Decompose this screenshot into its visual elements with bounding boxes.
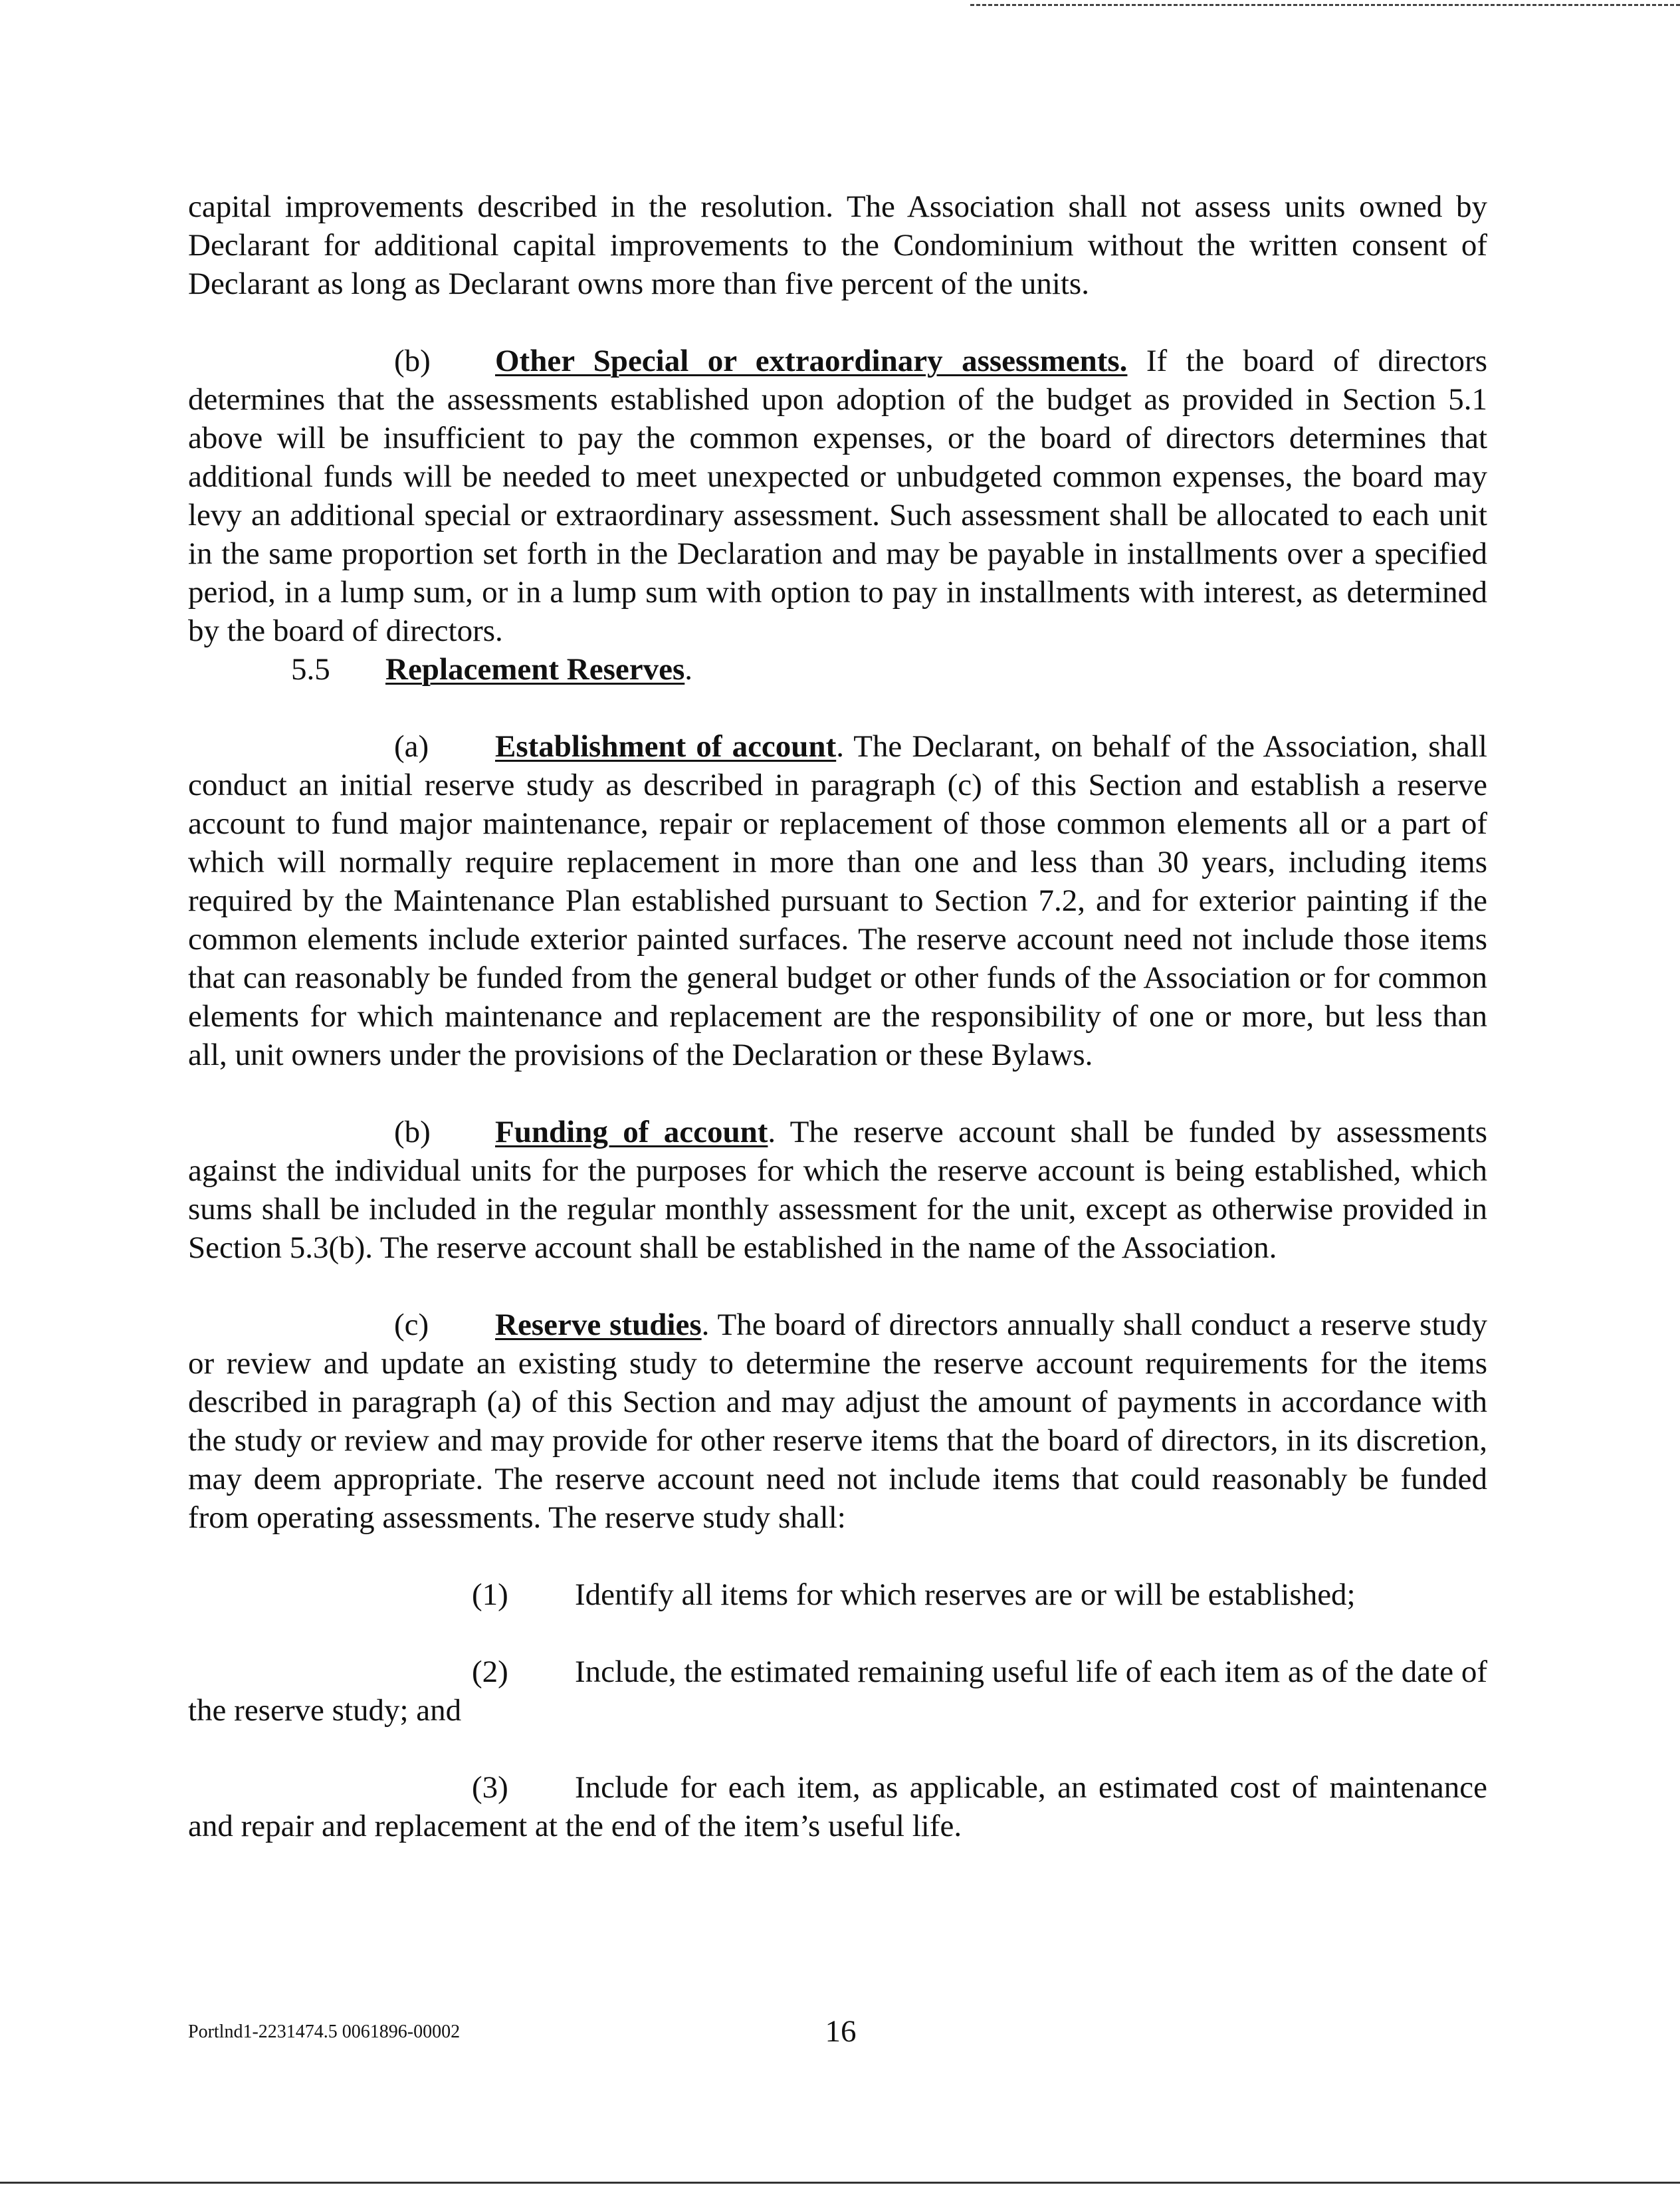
list-item-text: Include for each item, as applicable, an estimated cost of maintenance and repair and replacement at the end of the item’s useful life. — [188, 1770, 1487, 1843]
subsection-heading: Other Special or extraordinary assessments. — [495, 344, 1128, 378]
subsection-label: (a) — [394, 729, 429, 764]
section-title-suffix: . — [684, 652, 692, 687]
subsection-heading: Funding of account — [495, 1115, 768, 1149]
list-item-label: (3) — [472, 1770, 508, 1805]
footer-document-id: Portlnd1-2231474.5 0061896-00002 — [188, 2021, 461, 2042]
list-item-3 — [188, 1768, 1487, 1845]
section-heading-5-5 — [188, 650, 1487, 689]
subsection-b-other-assessments — [188, 342, 1487, 650]
section-number: 5.5 — [291, 652, 330, 687]
list-item-label: (1) — [472, 1577, 508, 1612]
section-title: Replacement Reserves — [385, 652, 685, 687]
list-item-label: (2) — [472, 1655, 508, 1689]
subsection-b-funding — [188, 1113, 1487, 1267]
subsection-heading: Reserve studies — [495, 1308, 702, 1342]
list-item-text: Include, the estimated remaining useful life of each item as of the date of the reserve study; and — [188, 1655, 1487, 1728]
scan-edge-top — [970, 4, 1680, 6]
subsection-label: (c) — [394, 1308, 429, 1342]
subsection-c-reserve-studies — [188, 1306, 1487, 1537]
list-item-1 — [188, 1575, 1487, 1614]
subsection-label: (b) — [394, 344, 431, 378]
footer-page-number: 16 — [825, 2014, 857, 2049]
subsection-heading: Establishment of account — [495, 729, 837, 764]
subsection-a-establishment — [188, 727, 1487, 1074]
subsection-text: . The reserve account shall be funded by assessments against the individual units for the purposes for which the reserve account is being established, which sums shall be included in the regular monthly assessment for the unit, except as otherwise provided in Section 5.3(b). The reserve account shall be established in the name of the Association. — [188, 1115, 1487, 1265]
subsection-label: (b) — [394, 1115, 431, 1149]
intro-paragraph: capital improvements described in the resolution. The Association shall not assess units owned by Declarant for additional capital improvements to the Condominium without the written consent of Declarant as long as Declarant owns more than five percent of the units. — [188, 189, 1487, 301]
list-item-2 — [188, 1653, 1487, 1730]
subsection-text: . The Declarant, on behalf of the Association, shall conduct an initial reserve study as described in paragraph (c) of this Section and establish a reserve account to fund major maintenance, repair or replacement of those common elements all or a part of which will normally require replacement in more than one and less than 30 years, including items required by the Maintenance Plan established pursuant to Section 7.2, and for exterior painting if the common elements include exterior painted surfaces. The reserve account need not include those items that can reasonably be funded from the general budget or other funds of the Association or for common elements for which maintenance and replacement are the responsibility of one or more, but less than all, unit owners under the provisions of the Declaration or these Bylaws. — [188, 729, 1487, 1072]
page-body — [188, 187, 1487, 1845]
subsection-text: If the board of directors determines that the assessments established upon adoption of the budget as provided in Section 5.1 above will be insufficient to pay the common expenses, or the board of directors determines that additional funds will be needed to meet unexpected or unbudgeted common expenses, the board may levy an additional special or extraordinary assessment. Such assessment shall be allocated to each unit in the same proportion set forth in the Declaration and may be payable in installments over a specified period, in a lump sum, or in a lump sum with option to pay in installments with interest, as determined by the board of directors. — [188, 344, 1487, 648]
scan-edge-bottom — [0, 2182, 1680, 2184]
list-item-text: Identify all items for which reserves are or will be established; — [575, 1577, 1356, 1612]
subsection-text: . The board of directors annually shall conduct a reserve study or review and update an existing study to determine the reserve account requirements for the items described in paragraph (a) of this Section and may adjust the amount of payments in accordance with the study or review and may provide for other reserve items that the board of directors, in its discretion, may deem appropriate. The reserve account need not include items that could reasonably be funded from operating assessments. The reserve study shall: — [188, 1308, 1488, 1535]
